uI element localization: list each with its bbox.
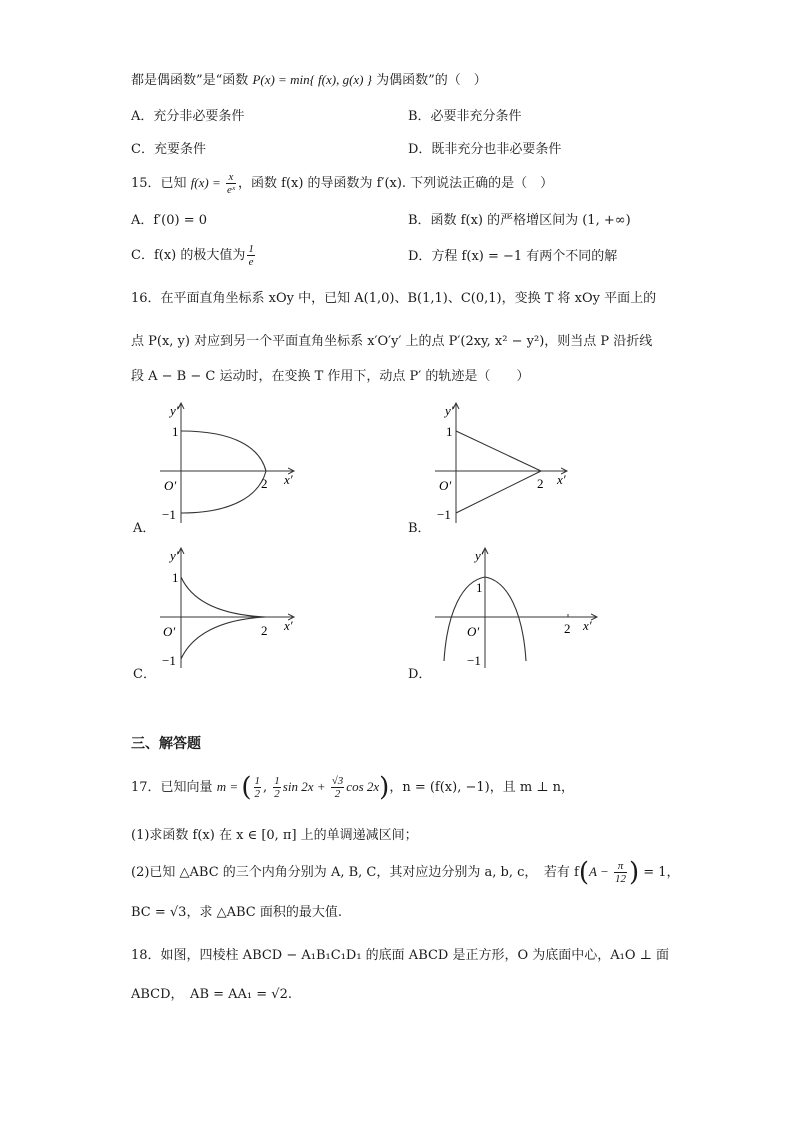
q17-sub2-a: (2)已知 △ABC 的三个内角分别为 A, B, C，其对应边分别为 a, b, c， 若有 f [131, 865, 579, 880]
q17-m-sin: sin 2x + [282, 779, 329, 794]
q17-sub2-frac [614, 860, 627, 885]
polyline-path [456, 431, 541, 513]
q17-sub2-lparen: ( [578, 857, 589, 888]
q17-sub2-frac-den: 12 [614, 873, 626, 885]
x-label: x′ [284, 472, 293, 487]
tick-2: 2 [261, 623, 268, 638]
q17-sub2-paren: A − [588, 864, 612, 879]
q15-frac-den: eˣ [227, 184, 235, 196]
q17-m-frac1 [254, 775, 262, 800]
q15-fraction [226, 171, 236, 196]
y-label: y′ [445, 403, 454, 418]
q15-num: 15．已知 [131, 176, 191, 191]
q17-rparen: ) [379, 772, 390, 803]
q16-graph-b [427, 398, 587, 528]
q15-option-a: A．f′(0) = 0 [131, 213, 207, 228]
q17-sub2 [131, 855, 680, 890]
q17-m-frac3-den: 2 [334, 788, 341, 800]
q17-m-label: m = [216, 779, 242, 794]
q17-lparen: ( [241, 772, 252, 803]
q17-m-mid: , [263, 780, 272, 795]
q15-option-c-text: C．f(x) 的极大值为 [131, 248, 246, 263]
q17-m-frac3-num: √3 [331, 775, 344, 787]
tick-m1: −1 [162, 507, 176, 522]
y-label: y′ [170, 548, 179, 563]
q16-graph-a-label: A． [133, 521, 156, 536]
q17-sub2-frac-num: π [614, 860, 627, 873]
q14-stem-b: 为偶函数”的（ ） [371, 73, 487, 88]
q14-option-b: B．必要非充分条件 [408, 109, 522, 124]
q15-option-b: B．函数 f(x) 的严格增区间为 (1, +∞) [408, 213, 631, 228]
section-heading: 三、解答题 [131, 736, 201, 752]
q17-stem [131, 770, 574, 805]
q17-sub2-b: = 1， [639, 865, 680, 880]
tick-2: 2 [537, 476, 544, 491]
tick-1: 1 [446, 424, 453, 439]
tick-m1: −1 [467, 653, 481, 668]
q14-option-a: A．充分非必要条件 [131, 109, 245, 124]
q15-optc-num: 1 [248, 243, 254, 255]
q16-graph-c-label: C． [133, 667, 156, 682]
q16-line2: 点 P(x, y) 对应到另一个平面直角坐标系 x′O′y′ 上的点 P′(2xy, x² − y²)，则当点 P 沿折线 [131, 334, 653, 349]
q15-option-c-frac [247, 243, 255, 268]
q15-stem [131, 170, 553, 197]
tick-2: 2 [564, 621, 571, 636]
q15-option-c [131, 243, 257, 269]
q17-m-frac2-den: 2 [274, 788, 280, 800]
tick-1: 1 [172, 424, 179, 439]
q16-graph-c [150, 543, 310, 673]
q15-rest: ，函数 f(x) 的导函数为 f′(x). 下列说法正确的是（ ） [238, 176, 554, 191]
q17-m-cos: cos 2x [346, 779, 380, 794]
q16-graph-d-label: D． [408, 667, 432, 682]
tick-1: 1 [172, 570, 179, 585]
x-label: x′ [284, 618, 293, 633]
x-label: x′ [557, 472, 566, 487]
origin-label: O′ [163, 624, 176, 639]
q15-fx: f(x) = [190, 175, 224, 190]
q17-n-part: ，n = (f(x), −1)，且 m ⊥ n， [389, 780, 575, 795]
q15-frac-num: x [226, 171, 236, 184]
q17-sub2-rparen: ) [628, 857, 640, 888]
tick-2: 2 [261, 476, 268, 491]
tick-m1: −1 [162, 653, 176, 668]
q14-stem [131, 71, 487, 90]
curve [181, 431, 266, 513]
q16-line3: 段 A − B − C 运动时，在变换 T 作用下，动点 P′ 的轨迹是（ ） [131, 369, 530, 384]
tick-m1: −1 [437, 507, 451, 522]
q14-option-d: D．既非充分也非必要条件 [408, 142, 562, 157]
q15-option-d: D．方程 f(x) = −1 有两个不同的解 [408, 249, 618, 264]
q18-line2: ABCD， AB = AA₁ = √2. [131, 987, 292, 1002]
origin-label: O′ [467, 624, 480, 639]
y-label: y′ [170, 403, 179, 418]
x-label: x′ [583, 618, 592, 633]
tick-1: 1 [476, 580, 483, 595]
q17-sub1: (1)求函数 f(x) 在 x ∈ [0, π] 上的单调递减区间； [131, 828, 418, 843]
q17-m-frac3 [331, 775, 345, 800]
curve [181, 577, 266, 659]
q17-m-frac1-den: 2 [254, 788, 261, 800]
q17-sub2-cont: BC = √3，求 △ABC 面积的最大值. [131, 905, 342, 920]
q14-stem-expr: P(x) = min{ f(x), g(x) } [252, 72, 372, 87]
q15-optc-den: e [248, 256, 254, 268]
q16-graph-d [427, 543, 602, 673]
q18-line1: 18．如图，四棱柱 ABCD − A₁B₁C₁D₁ 的底面 ABCD 是正方形，O 为底面中心，A₁O ⊥ 面 [131, 948, 670, 963]
q17-m-frac2-num: 1 [274, 775, 280, 787]
q17-m-frac2 [273, 775, 281, 800]
q16-graph-a [150, 398, 310, 528]
q14-stem-a: 都是偶函数”是“函数 [131, 73, 253, 88]
q16-line1: 16．在平面直角坐标系 xOy 中，已知 A(1,0)、B(1,1)、C(0,1)，变换 T 将 xOy 平面上的 [131, 291, 657, 306]
y-label: y′ [475, 548, 484, 563]
origin-label: O′ [164, 478, 177, 493]
q14-option-c: C．充要条件 [131, 142, 206, 157]
origin-label: O′ [439, 478, 452, 493]
q17-m-frac1-num: 1 [254, 775, 261, 787]
q16-graph-b-label: B． [408, 521, 431, 536]
q17-pre: 17．已知向量 [131, 780, 217, 795]
